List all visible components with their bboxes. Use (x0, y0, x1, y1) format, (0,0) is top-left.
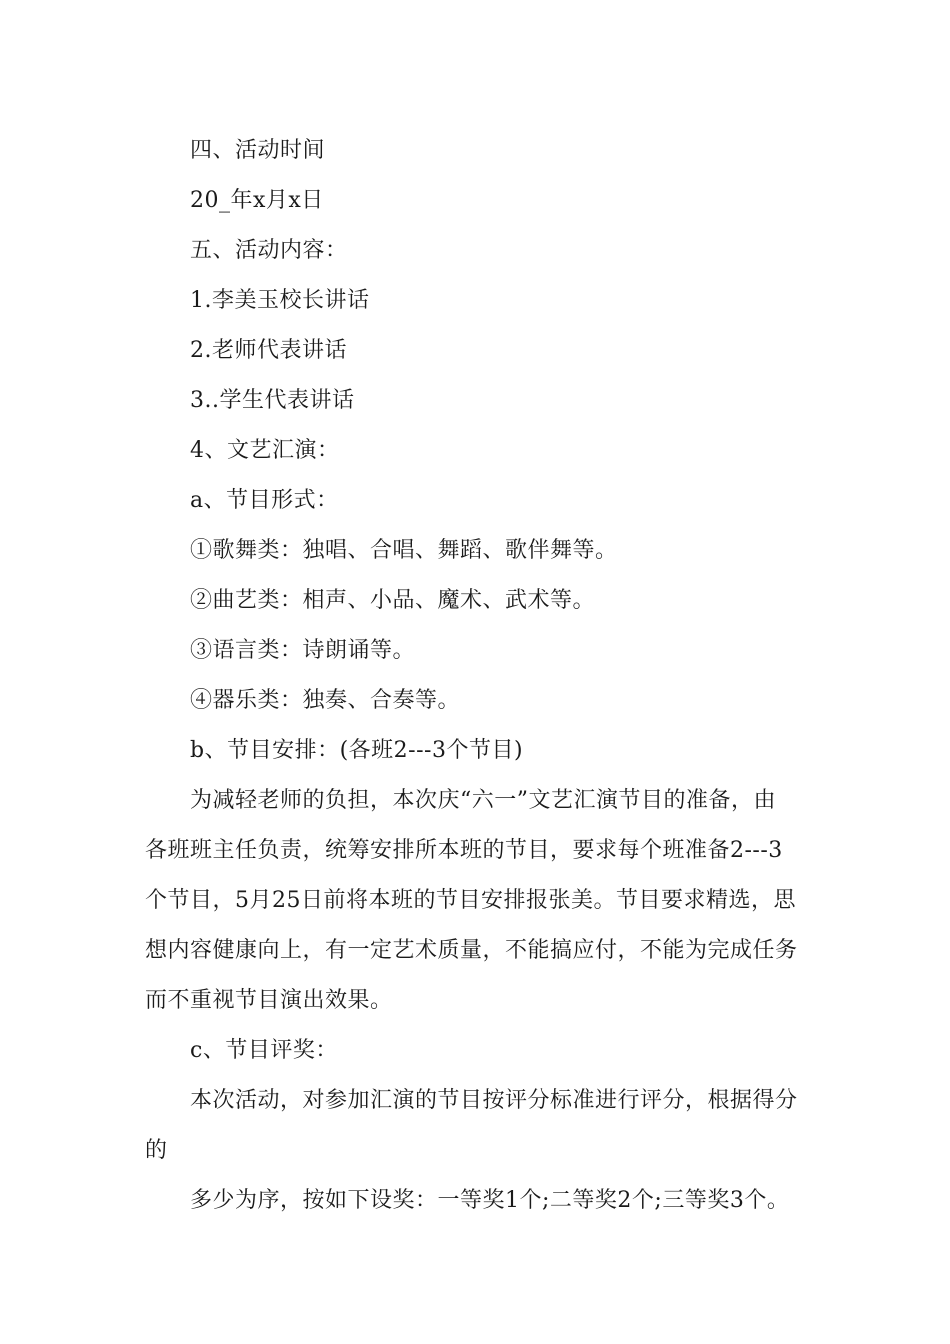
paragraph-awards-line-3: 多少为序，按如下设奖：一等奖1个;二等奖2个;三等奖3个。 (190, 1188, 790, 1213)
paragraph-arrangement-line-3: 个节目，5月25日前将本班的节目安排报张美。节目要求精选，思 (145, 888, 796, 913)
subheading-program-arrangement: b、节目安排：(各班2---3个节目) (190, 738, 524, 763)
list-item-teacher-speech: 2.老师代表讲话 (190, 338, 347, 363)
subheading-program-forms: a、节目形式： (190, 488, 339, 513)
form-item-song-dance: ①歌舞类：独唱、合唱、舞蹈、歌伴舞等。 (190, 538, 618, 563)
paragraph-arrangement-line-2: 各班班主任负责，统筹安排所本班的节目，要求每个班准备2---3 (145, 838, 783, 863)
activity-date: 20_年x月x日 (190, 188, 324, 213)
section-heading-activity-time: 四、活动时间 (190, 138, 326, 163)
paragraph-awards-line-2: 的 (145, 1138, 168, 1163)
section-heading-activity-content: 五、活动内容： (190, 238, 348, 263)
list-item-principal-speech: 1.李美玉校长讲话 (190, 288, 370, 313)
paragraph-arrangement-line-4: 想内容健康向上，有一定艺术质量，不能搞应付，不能为完成任务 (145, 938, 798, 963)
paragraph-awards-line-1: 本次活动，对参加汇演的节目按评分标准进行评分，根据得分 (190, 1088, 798, 1113)
subheading-program-awards: c、节目评奖： (190, 1038, 338, 1063)
list-item-performance: 4、文艺汇演： (190, 438, 340, 463)
paragraph-arrangement-line-5: 而不重视节目演出效果。 (145, 988, 393, 1013)
form-item-folk-art: ②曲艺类：相声、小品、魔术、武术等。 (190, 588, 596, 613)
paragraph-arrangement-line-1: 为减轻老师的负担，本次庆“六一”文艺汇演节目的准备，由 (190, 788, 776, 813)
form-item-language: ③语言类：诗朗诵等。 (190, 638, 416, 663)
list-item-student-speech: 3..学生代表讲话 (190, 388, 355, 413)
form-item-instrumental: ④器乐类：独奏、合奏等。 (190, 688, 461, 713)
